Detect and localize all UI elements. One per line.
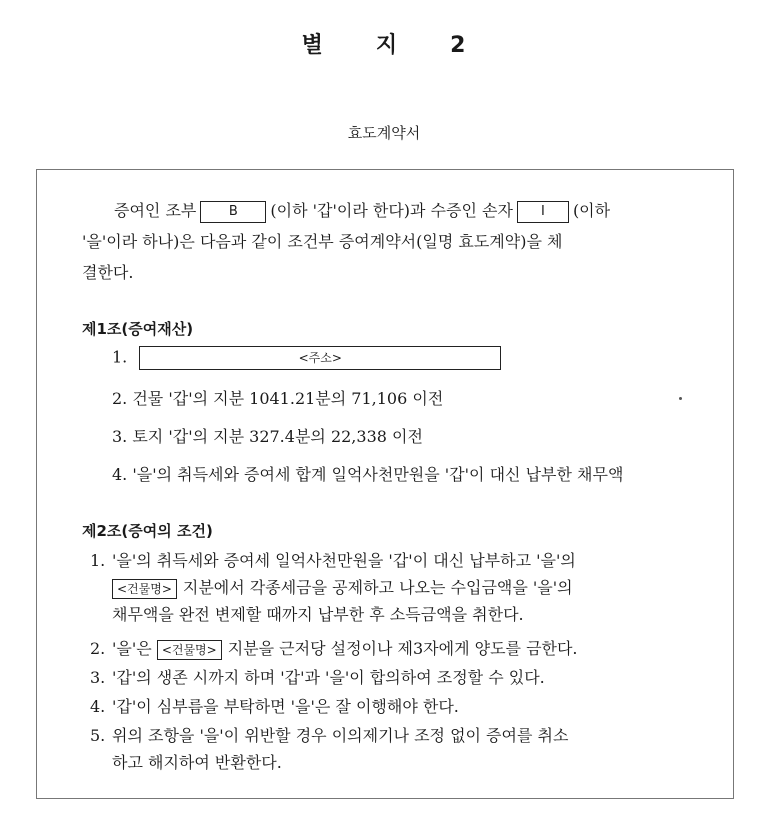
intro-line3: 결한다. [82,263,134,282]
stray-dot [679,397,682,400]
condition-1-line2: 지분에서 각종세금을 공제하고 나오는 수입금액을 '을'의 [182,578,573,597]
article2-title: 제2조(증여의 조건) [82,522,213,540]
condition-1-line3: 채무액을 완전 변제할 때까지 납부한 후 소득금액을 취한다. [112,605,524,624]
condition-5-num: 5. [90,726,106,745]
condition-3-text: '갑'의 생존 시까지 하며 '갑'과 '을'이 합의하여 조정할 수 있다. [112,668,545,687]
building-name-box-2: <건물명> [157,640,222,660]
condition-5-line1: 위의 조항을 '을'이 위반할 경우 이의제기나 조정 없이 증여를 취소 [112,726,569,745]
article1-item1 [112,346,501,370]
condition-1-num: 1. [90,551,106,570]
donee-box: I [517,201,569,223]
building-name-box-1: <건물명> [112,579,177,599]
intro-part2: (이하 '갑'이라 한다)과 수증인 손자 [270,201,513,220]
donor-box: B [200,201,266,223]
intro-line2: '을'이라 하나)은 다음과 같이 조건부 증여계약서(일명 효도계약)을 체 [82,232,563,251]
condition-3 [90,664,682,691]
condition-1 [90,547,682,628]
heading-char-1: 별 [301,33,324,58]
condition-4 [90,693,682,720]
heading-char-3: 2 [450,33,467,58]
article1-item3: 3. 토지 '갑'의 지분 327.4분의 22,338 이전 [112,427,423,446]
condition-1-line1: '을'의 취득세와 증여세 일억사천만원을 '갑'이 대신 납부하고 '을'의 [112,551,576,570]
intro-part1: 증여인 조부 [114,201,197,220]
address-box: <주소> [139,346,501,370]
document-title: 효도계약서 [347,124,421,142]
condition-2 [90,635,682,662]
condition-5 [90,722,682,776]
condition-2-num: 2. [90,639,106,658]
condition-2-pre: '을'은 [112,639,152,658]
intro-paragraph [82,195,682,288]
article1-item2: 2. 건물 '갑'의 지분 1041.21분의 71,106 이전 [112,389,444,408]
intro-part3: (이하 [572,201,611,220]
heading-char-2: 지 [375,33,399,58]
condition-3-num: 3. [90,668,106,687]
condition-4-text: '갑'이 심부름을 부탁하면 '을'은 잘 이행해야 한다. [112,697,459,716]
article1-title: 제1조(증여재산) [82,320,194,338]
condition-4-num: 4. [90,697,106,716]
condition-5-line2: 하고 해지하여 반환한다. [112,753,282,772]
article1-item1-num: 1. [112,347,128,367]
page-heading [0,28,768,59]
condition-2-post: 지분을 근저당 설정이나 제3자에게 양도를 금한다. [227,639,578,658]
article1-item4: 4. '을'의 취득세와 증여세 합계 일억사천만원을 '갑'이 대신 납부한 채무액 [112,465,624,484]
